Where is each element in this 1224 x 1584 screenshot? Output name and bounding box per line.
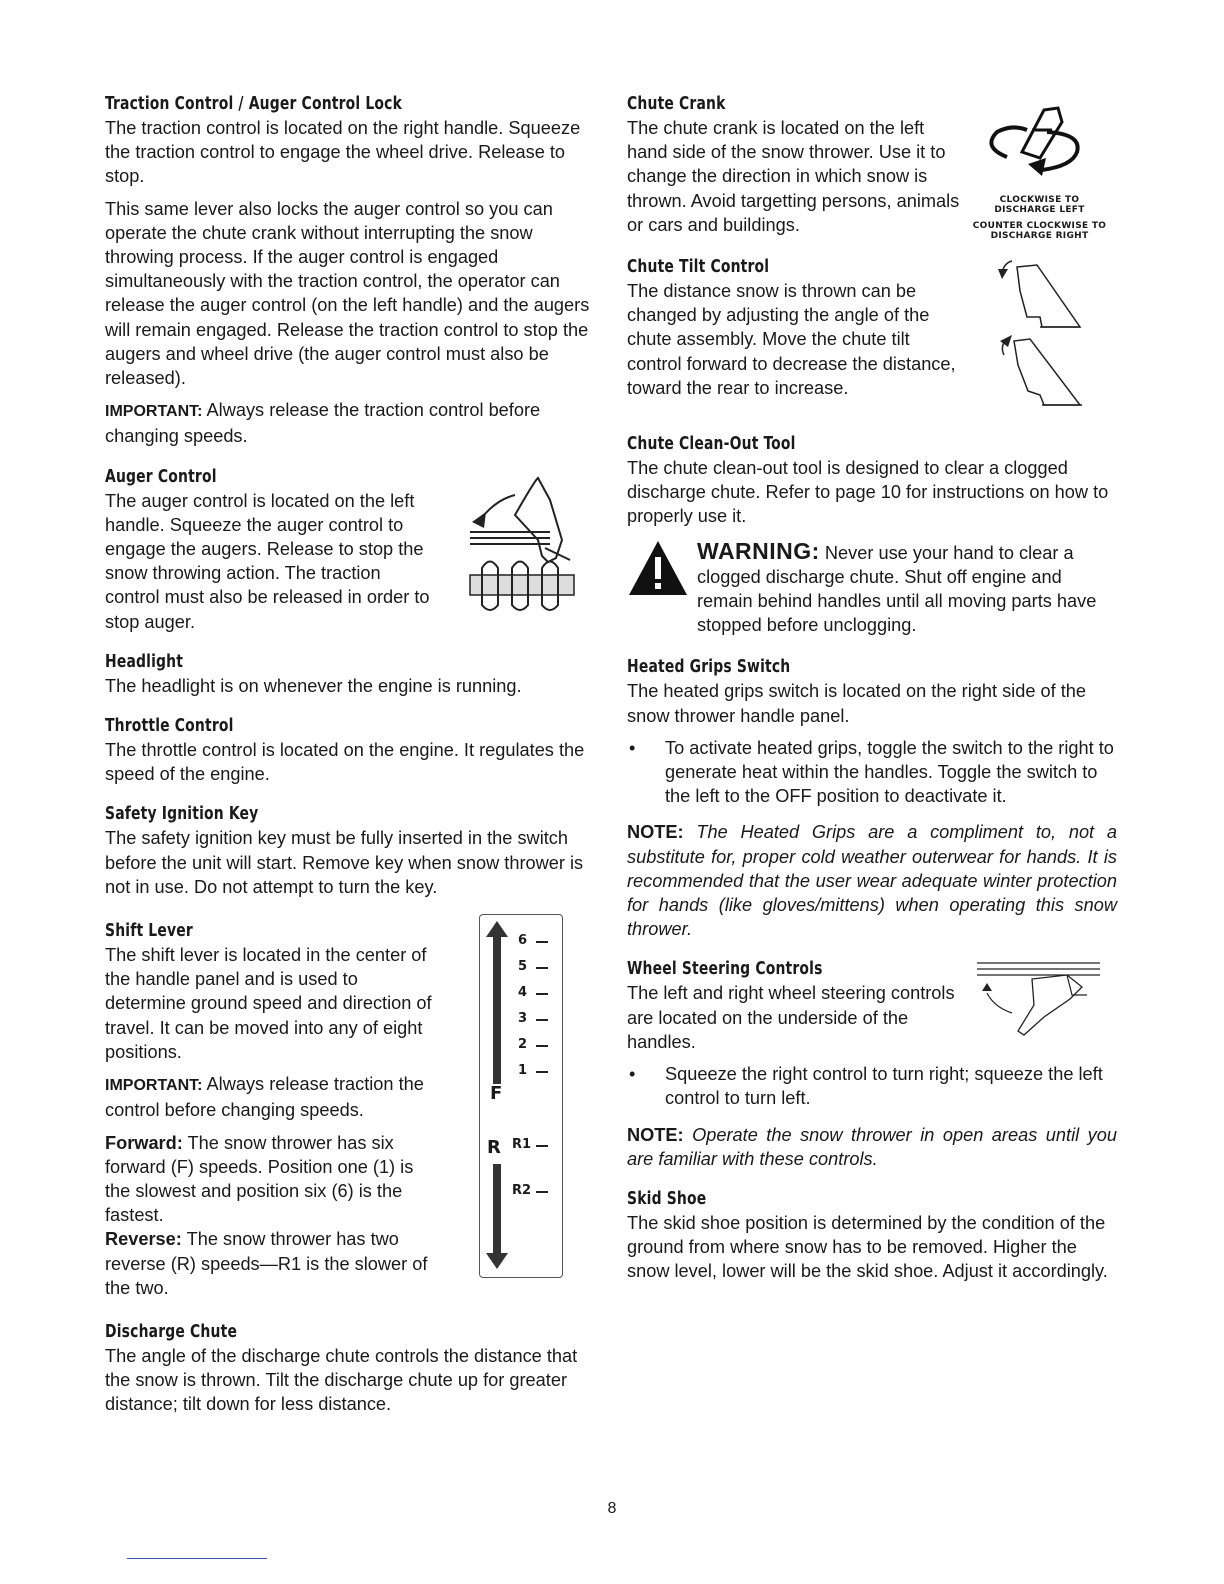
speed-5-label: 5 xyxy=(518,959,528,975)
discharge-chute-section xyxy=(105,1320,590,1417)
auger-control-illustration xyxy=(460,460,580,620)
throttle-control-section xyxy=(105,714,590,786)
steering-note-text: Operate the snow thrower in open areas until you are familiar with these controls. xyxy=(627,1124,1117,1169)
auger-control-heading: Auger Control xyxy=(105,465,217,487)
shift-important-text: Always release traction the control before changing speeds. xyxy=(105,1074,424,1121)
heated-grips-text: The heated grips switch is located on the right side of the snow thrower handle panel. xyxy=(627,681,1086,726)
warning-paragraph xyxy=(697,539,1117,638)
safety-ignition-heading: Safety Ignition Key xyxy=(105,803,259,825)
warning-label: WARNING: xyxy=(697,537,820,564)
safety-ignition-text: The safety ignition key must be fully inserted in the switch before the unit will start. Remove key when snow thrower is not in use. Do not attempt to turn the key. xyxy=(105,828,584,897)
speed-4-label: 4 xyxy=(518,985,528,1001)
reverse-r-label: R xyxy=(487,1137,501,1159)
note-text: The Heated Grips are a compliment to, not a substitute for, proper cold weather outerwear for hands. It is recommended that the user wear adequate winter protection for hands (like gloves/mittens) when operating this snow thrower. xyxy=(627,822,1117,940)
wheel-steering-bullet-text: Squeeze the right control to turn right; squeeze the left control to turn left. xyxy=(665,1064,1103,1109)
skid-shoe-text: The skid shoe position is determined by the condition of the ground from where snow has to be removed. Higher the snow level, lower will be the skid shoe. Adjust it accordingly. xyxy=(627,1212,1108,1282)
chute-crank-figure xyxy=(972,102,1107,241)
skid-shoe-section xyxy=(627,1187,1117,1284)
safety-ignition-section xyxy=(105,802,590,899)
speed-2-label: 2 xyxy=(518,1037,528,1053)
shift-important-note xyxy=(105,1072,435,1122)
throttle-control-heading: Throttle Control xyxy=(105,715,234,737)
traction-control-paragraph-2: This same lever also locks the auger control so you can operate the chute crank without interrupting the snow throwing process. If the auger control is engaged simultaneously with the traction control, the operator can release the auger control (on the left handle) and the augers will remain engaged. Release the traction control to stop the augers and wheel drive (the auger control must also be released). xyxy=(105,198,590,389)
reverse-paragraph xyxy=(105,1227,445,1300)
warning-triangle-icon xyxy=(627,539,689,597)
bullet-dot: • xyxy=(629,737,636,758)
forward-paragraph xyxy=(105,1131,435,1228)
shift-lever-heading: Shift Lever xyxy=(105,920,193,942)
reverse-label: Reverse: xyxy=(105,1229,182,1250)
traction-control-heading: Traction Control / Auger Control Lock xyxy=(105,93,403,114)
chute-clean-out-text: The chute clean-out tool is designed to clear a clogged discharge chute. Refer to page 10 for instructions on how to properly use it. xyxy=(627,458,1109,527)
shift-position-ticks xyxy=(534,915,554,1215)
skid-shoe-heading: Skid Shoe xyxy=(627,1187,707,1209)
page-number: 8 xyxy=(607,1500,617,1517)
chute-tilt-heading: Chute Tilt Control xyxy=(627,256,770,278)
shift-important-label: IMPORTANT: xyxy=(105,1077,203,1095)
chute-crank-section xyxy=(627,92,1117,241)
speed-3-label: 3 xyxy=(518,1011,528,1027)
discharge-chute-text: The angle of the discharge chute controls the distance that the snow is thrown. Tilt the discharge chute up for greater distance; tilt down for less distance. xyxy=(105,1345,578,1415)
wheel-steering-section xyxy=(627,957,1117,1170)
shift-lever-section xyxy=(105,919,590,1300)
wheel-steering-text: The left and right wheel steering controls are located on the underside of the handles. xyxy=(627,983,955,1052)
speed-r1-label: R1 xyxy=(512,1137,532,1153)
traction-important-note xyxy=(105,398,590,448)
shift-lever-paragraph: The shift lever is located in the center of the handle panel and is used to determine ground speed and direction of travel. It can be moved into any of eight positions. xyxy=(105,945,432,1062)
heated-grips-section xyxy=(627,655,1117,941)
forward-f-label: F xyxy=(490,1083,503,1105)
counter-clockwise-caption: COUNTER CLOCKWISE TO DISCHARGE RIGHT xyxy=(972,221,1107,241)
left-column xyxy=(105,92,590,1433)
chute-crank-text: The chute crank is located on the left hand side of the snow thrower. Use it to change the direction in which snow is thrown. Avoid targetting persons, animals or cars and buildings. xyxy=(627,118,960,235)
bullet-dot: • xyxy=(629,1064,636,1085)
warning-box xyxy=(627,539,1117,638)
speed-1-label: 1 xyxy=(518,1063,528,1079)
important-label: IMPORTANT: xyxy=(105,403,203,421)
speed-6-label: 6 xyxy=(518,933,528,949)
important-text: Always release the traction control before changing speeds. xyxy=(105,400,541,447)
auger-control-text: The auger control is located on the left handle. Squeeze the auger control to engage the augers. Release to stop the snow throwing action. The traction control must also be released in order to stop auger. xyxy=(105,490,430,632)
chute-crank-rotation-icon xyxy=(972,102,1102,190)
headlight-heading: Headlight xyxy=(105,650,184,672)
warning-text: Never use your hand to clear a clogged discharge chute. Shut off engine and remain behind handles until all moving parts have stopped before unclogging. xyxy=(697,542,1097,636)
heated-grips-heading: Heated Grips Switch xyxy=(627,656,791,678)
heated-grips-note xyxy=(627,820,1117,941)
wheel-steering-note xyxy=(627,1123,1117,1171)
auger-control-section xyxy=(105,465,590,634)
chute-clean-out-heading: Chute Clean-Out Tool xyxy=(627,433,796,455)
warning-triangle xyxy=(627,539,697,638)
chute-clean-out-section xyxy=(627,432,1117,529)
heated-grips-bullet-text: To activate heated grips, toggle the switch to the right to generate heat within the handles. Toggle the switch to the left to the OFF position to deactivate it. xyxy=(665,737,1114,807)
chute-tilt-text: The distance snow is thrown can be changed by adjusting the angle of the chute assembly. Move the chute tilt control forward to decrease the distance, toward the rear to increase. xyxy=(627,281,956,398)
reverse-text: The snow thrower has two reverse (R) speeds—R1 is the slower of the two. xyxy=(105,1229,428,1298)
throttle-control-text: The throttle control is located on the engine. It regulates the speed of the engine. xyxy=(105,740,585,785)
clockwise-caption: CLOCKWISE TO DISCHARGE LEFT xyxy=(994,195,1085,215)
forward-text: The snow thrower has six forward (F) speeds. Position one (1) is the slowest and position six (6) is the fastest. xyxy=(105,1132,414,1226)
speed-r2-label: R2 xyxy=(512,1183,532,1199)
chute-tilt-illustration xyxy=(982,255,1092,420)
headlight-text: The headlight is on whenever the engine is running. xyxy=(105,675,522,696)
wheel-steering-heading: Wheel Steering Controls xyxy=(627,958,823,980)
right-column xyxy=(627,92,1117,1300)
note-label: NOTE: xyxy=(627,822,684,843)
footer-line xyxy=(127,1558,267,1559)
wheel-steering-illustration xyxy=(972,957,1102,1042)
steering-note-label: NOTE: xyxy=(627,1124,684,1145)
traction-control-section xyxy=(105,92,590,449)
discharge-chute-heading: Discharge Chute xyxy=(105,1320,238,1342)
traction-control-paragraph-1: The traction control is located on the right handle. Squeeze the traction control to engage the wheel drive. Release to stop. xyxy=(105,118,581,187)
forward-label: Forward: xyxy=(105,1132,183,1153)
chute-crank-heading: Chute Crank xyxy=(627,93,726,114)
headlight-section xyxy=(105,650,590,698)
chute-tilt-section xyxy=(627,255,1117,400)
shift-lever-diagram xyxy=(479,914,563,1278)
wheel-steering-bullet xyxy=(627,1062,1117,1110)
heated-grips-bullet xyxy=(627,736,1117,809)
